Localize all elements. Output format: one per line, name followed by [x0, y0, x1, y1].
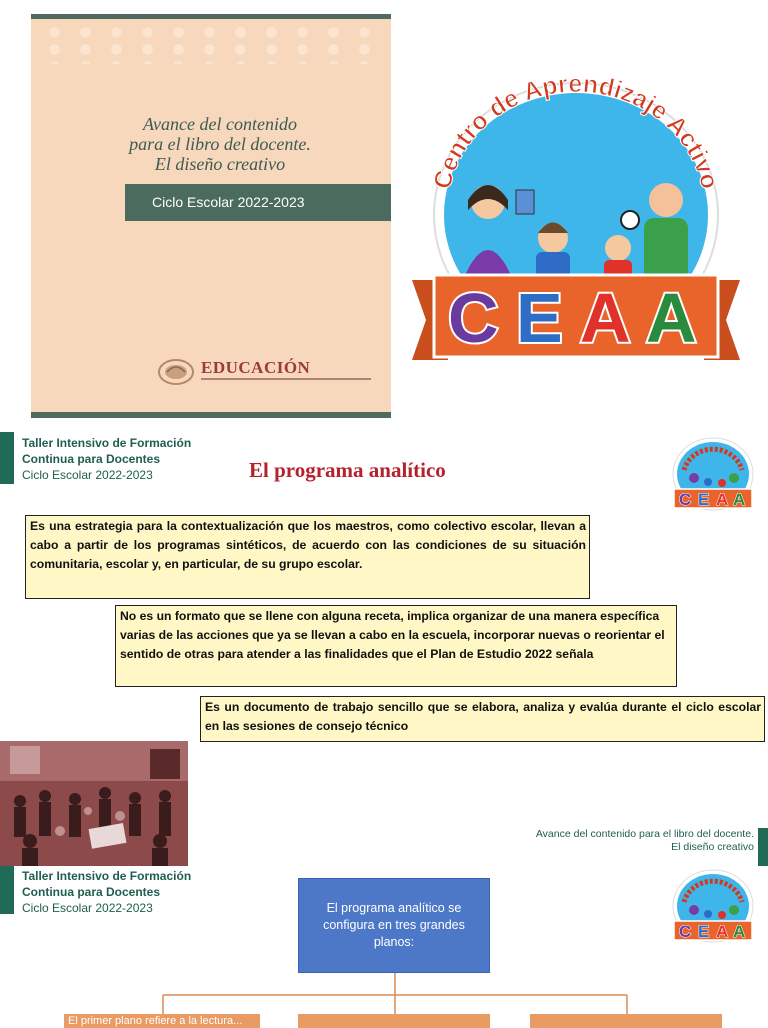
ceaa-logo	[408, 70, 744, 370]
small-logo-letter-e: E	[698, 490, 710, 509]
workshop-line-1: Taller Intensivo de Formación	[22, 436, 192, 450]
logo-letter-a2: A	[646, 279, 697, 357]
definition-box-3: Es un documento de trabajo sencillo que se elabora, analiza y evalúa durante el ciclo escolar en las sesiones de consejo técnico	[200, 696, 765, 742]
logo-letter-c: C	[448, 279, 499, 357]
page-header-right	[478, 828, 754, 854]
right-side-bar	[758, 828, 768, 866]
avance-line-2: El diseño creativo	[671, 841, 754, 853]
teachers-meeting-photo	[0, 741, 188, 866]
workshop-header-2	[22, 868, 191, 916]
workshop2-line-1: Taller Intensivo de Formación	[22, 869, 192, 883]
small2-logo-letter-e: E	[698, 922, 710, 941]
small2-logo-letter-c: C	[679, 922, 692, 941]
ceaa-logo-small	[670, 436, 756, 512]
cover-cycle-band: Ciclo Escolar 2022-2023	[125, 184, 391, 221]
slide-side-bar	[0, 432, 14, 484]
workshop-line-3: Ciclo Escolar 2022-2023	[22, 468, 153, 482]
publisher-subtitle	[201, 378, 371, 380]
definition-box-2: No es un formato que se llene con alguna receta, implica organizar de una manera específica varias de las acciones que ya se llevan a cabo en la escuela, incorporar nuevas o reorientar el sentido de otras para atender a las finalidades que el Plan de Estudio 2022 señala	[115, 605, 677, 687]
small2-logo-letter-a2: A	[733, 922, 746, 941]
diagram-plane-box-2	[298, 1014, 490, 1028]
diagram-plane-box-3	[530, 1014, 722, 1028]
small2-logo-letter-a1: A	[716, 922, 729, 941]
slide-side-bar-2	[0, 866, 14, 914]
cover-title-line-2: para el libro del docente.	[129, 134, 311, 154]
cover-dot-pattern	[39, 24, 379, 64]
eagle-seal-icon	[157, 358, 195, 386]
definition-box-1: Es una estrategia para la contextualización que los maestros, como colectivo escolar, llevan a cabo a partir de los programas sintéticos, de acuerdo con las condiciones de su situación comunitaria, escolar y, en particular, de su grupo escolar.	[25, 515, 590, 599]
book-cover	[31, 14, 391, 418]
workshop-header	[22, 435, 191, 483]
page-title: El programa analítico	[249, 458, 446, 482]
workshop2-line-3: Ciclo Escolar 2022-2023	[22, 901, 153, 915]
diagram-root-box	[298, 878, 490, 973]
cover-top-bar	[31, 14, 391, 19]
cover-title	[91, 114, 349, 174]
cover-bottom-bar	[31, 412, 391, 418]
logo-arc-text: Centro de Aprendizaje Activo	[428, 70, 724, 192]
small-logo-letter-c: C	[679, 490, 692, 509]
workshop2-line-2: Continua para Docentes	[22, 885, 161, 899]
diagram-plane-box-1	[64, 1014, 260, 1028]
small-logo-letter-a1: A	[716, 490, 729, 509]
avance-line-1: Avance del contenido para el libro del docente.	[535, 828, 754, 840]
diagram-root-text: El programa analítico se configura en tres grandes planos:	[323, 901, 465, 949]
small-logo-letter-a2: A	[733, 490, 746, 509]
logo-letter-e: E	[516, 279, 563, 357]
cover-title-line-3: El diseño creativo	[154, 154, 286, 174]
cover-title-line-1: Avance del contenido	[143, 114, 297, 134]
publisher-name: EDUCACIÓN	[201, 358, 311, 377]
diagram-plane-1-text: El primer plano refiere a la lectura...	[68, 1015, 243, 1027]
logo-letter-a1: A	[580, 279, 631, 357]
workshop-line-2: Continua para Docentes	[22, 452, 161, 466]
ceaa-logo-small-2	[670, 868, 756, 944]
